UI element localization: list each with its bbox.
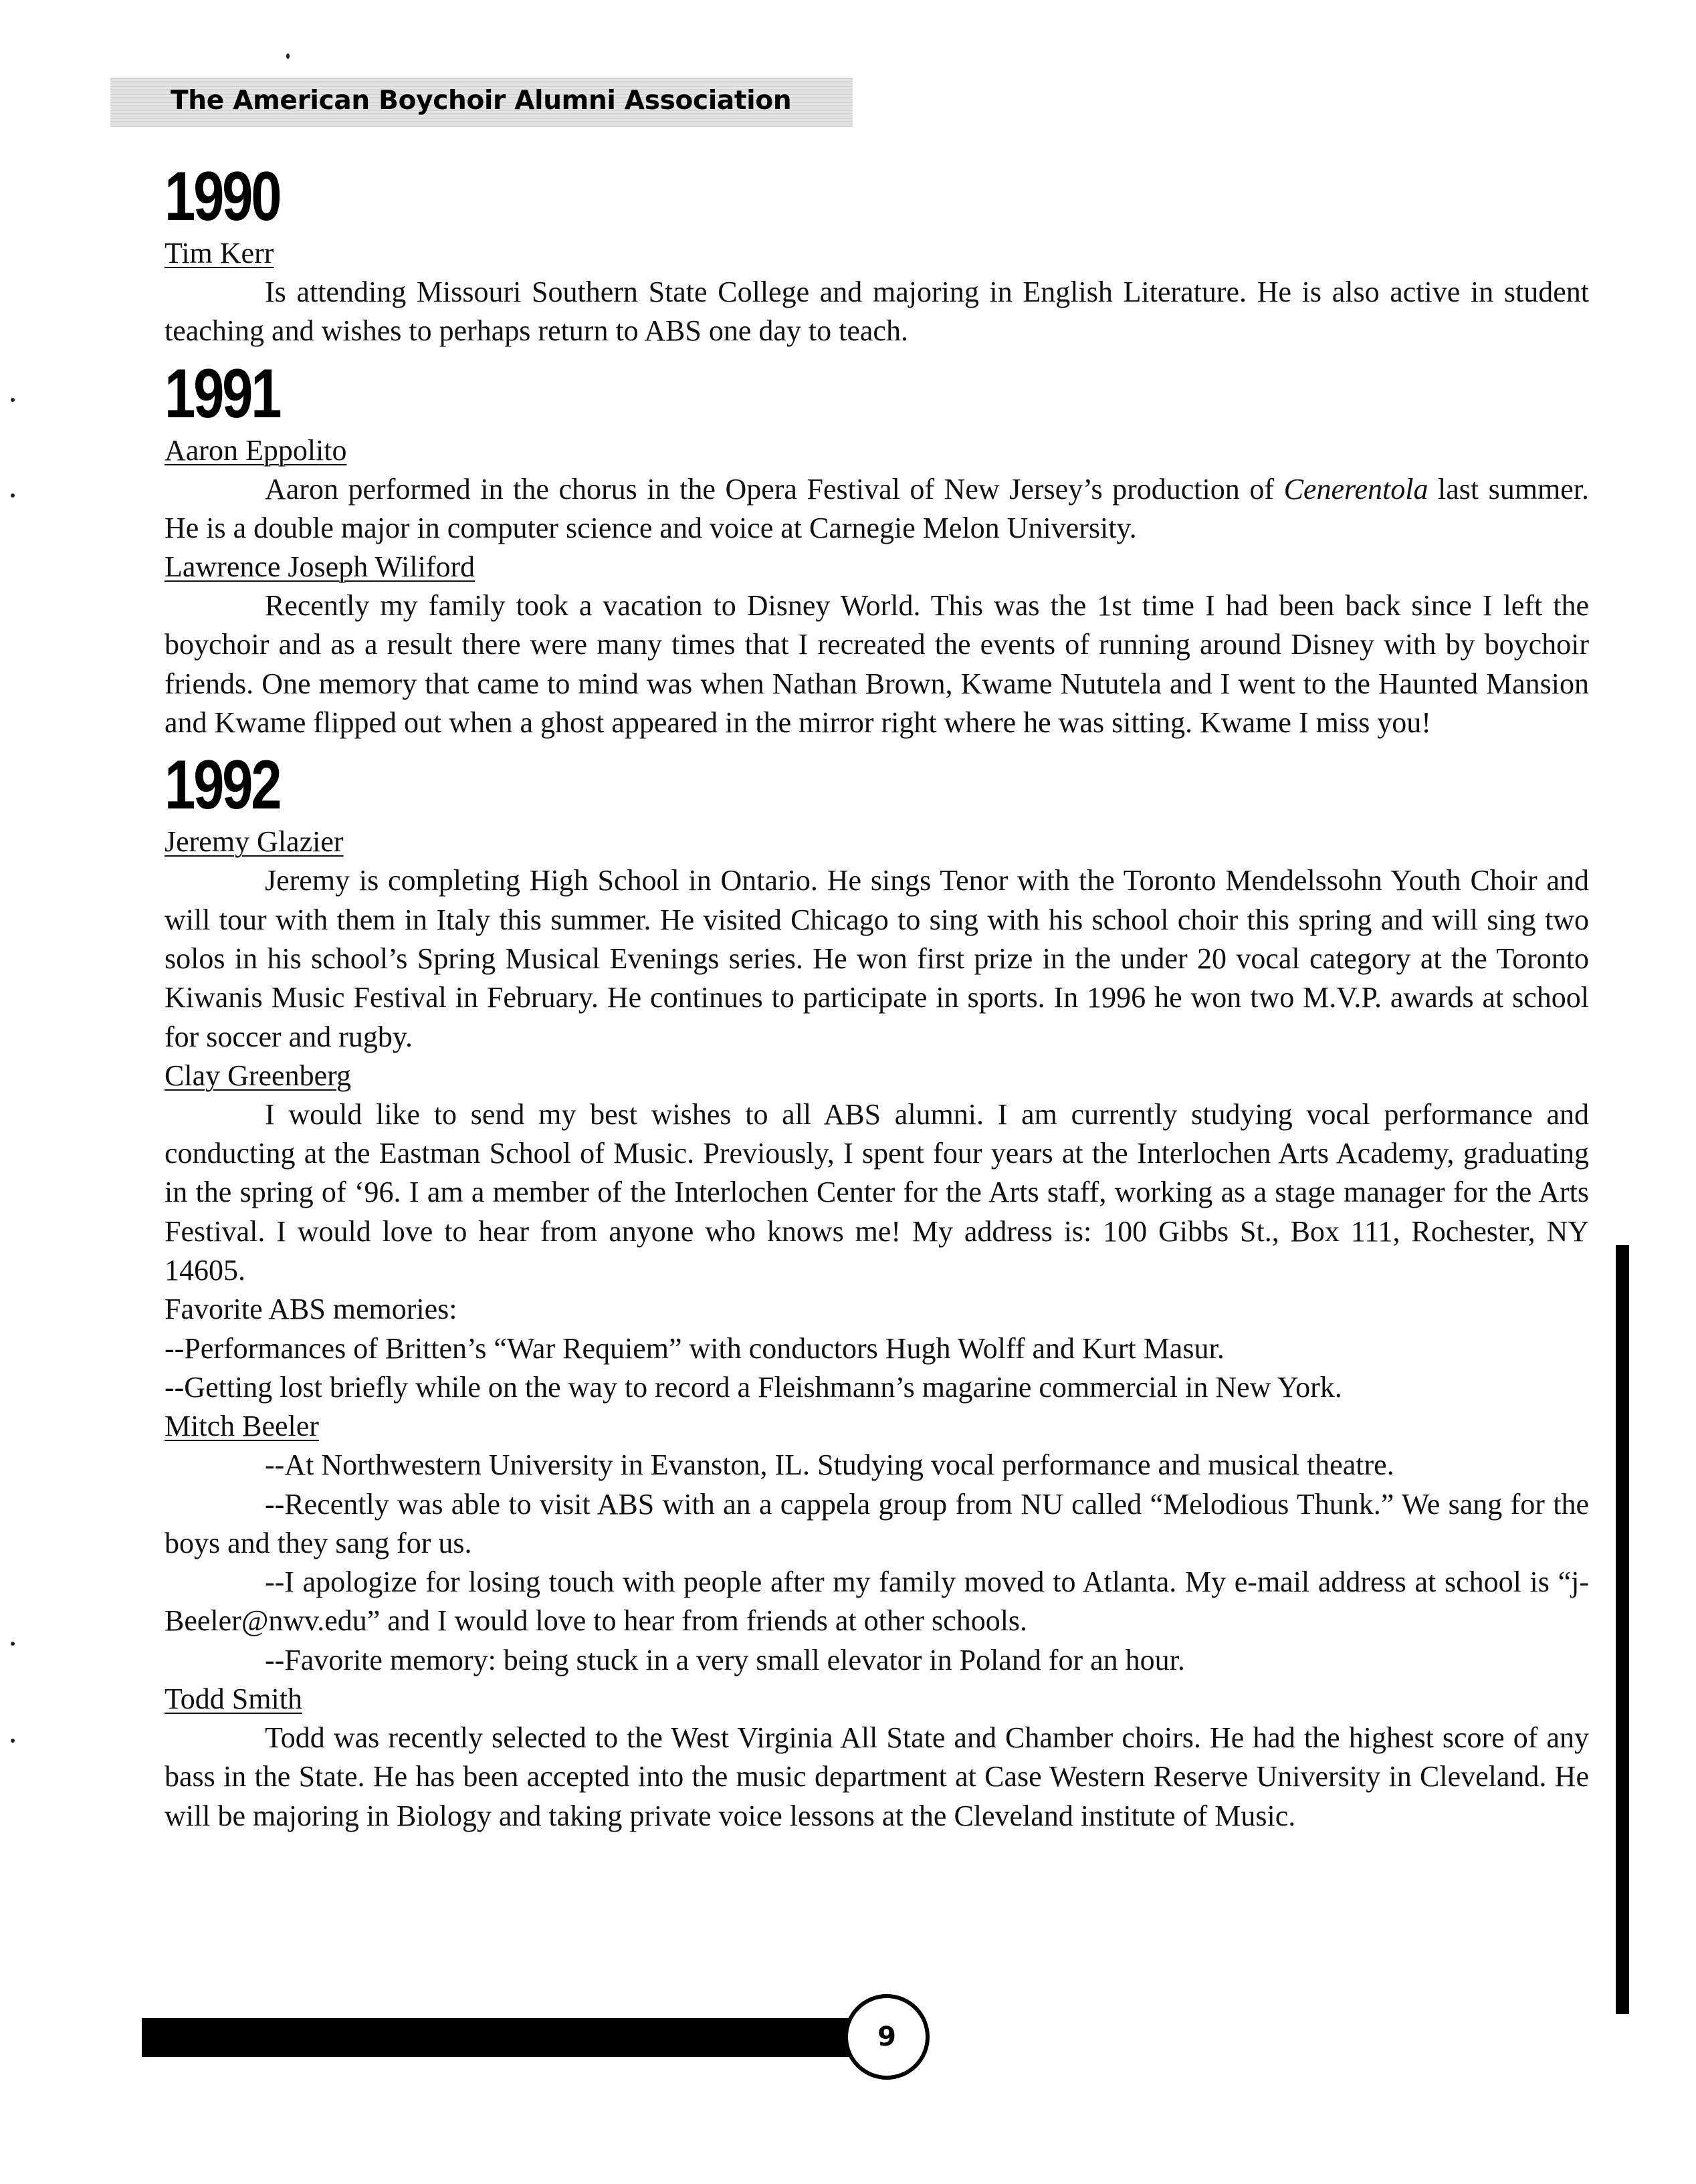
newsletter-content [165, 154, 1589, 1836]
entry-paragraph: --Recently was able to visit ABS with an a cappela group from NU called “Melodious Thunk.” We sang for the boys and they sang for us. [165, 1487, 1589, 1559]
year-section-1990 [165, 159, 1589, 351]
entry-line: --Getting lost briefly while on the way to record a Fleishmann’s magarine commercial in New York. [165, 1370, 1342, 1404]
entry-paragraph: Aaron performed in the chorus in the Opera Festival of New Jersey’s production of Cenerentola last summer. He is a double major in computer science and voice at Carnegie Melon University. [165, 472, 1590, 544]
header-title: The American Boychoir Alumni Association [171, 86, 792, 116]
year-heading: 1990 [165, 158, 280, 235]
entry-paragraph: Recently my family took a vacation to Disney World. This was the 1st time I had been back since I left the boychoir and as a result there were many times that I recreated the events of running around Disney with by boychoir friends. One memory that came to mind was when Nathan Brown, Kwame Nututela and I went to the Haunted Mansion and Kwame flipped out when a ghost appeared in the mirror right where he was sitting. Kwame I miss you! [165, 589, 1589, 740]
header-band [110, 78, 853, 127]
alumni-name: Aaron Eppolito [165, 433, 347, 467]
entry-paragraph: I would like to send my best wishes to all ABS alumni. I am currently studying vocal performance and conducting at the Eastman School of Music. Previously, I spent four years at the Interlochen Arts Academy, graduating in the spring of ‘96. I am a member of the Interlochen Center for the Arts staff, working as a stage manager for the Arts Festival. I would love to hear from anyone who knows me! My address is: 100 Gibbs St., Box 111, Rochester, NY 14605. [165, 1097, 1589, 1287]
scan-speck [286, 53, 290, 59]
entry-paragraph: --At Northwestern University in Evanston, IL. Studying vocal performance and musical theatre. [265, 1448, 1394, 1482]
alumni-name: Tim Kerr [165, 237, 274, 269]
scan-speck [11, 398, 15, 402]
alumni-entry [165, 548, 1589, 742]
entry-line: Favorite ABS memories: [165, 1293, 457, 1326]
year-heading: 1992 [165, 746, 280, 825]
alumni-entry [165, 1407, 1589, 1680]
page-number: 9 [877, 2022, 896, 2052]
year-section-1991 [165, 356, 1589, 743]
alumni-name: Todd Smith [165, 1682, 302, 1716]
alumni-entry [165, 1680, 1589, 1836]
alumni-name: Mitch Beeler [165, 1410, 319, 1443]
entry-paragraph: --I apologize for losing touch with people after my family moved to Atlanta. My e-mail address at school is “j-Beeler@nwv.edu” and I would love to hear from friends at other schools. [165, 1565, 1589, 1638]
entry-line: --Performances of Britten’s “War Requiem” with conductors Hugh Wolff and Kurt Masur. [165, 1331, 1225, 1365]
scan-speck [11, 1642, 15, 1646]
entry-paragraph: Todd was recently selected to the West Virginia All State and Chamber choirs. He had the highest score of any bass in the State. He has been accepted into the music department at Case Western Reserve University in Cleveland. He will be majoring in Biology and taking private voice lessons at the Cleveland institute of Music. [165, 1721, 1589, 1832]
side-rule [1616, 1245, 1629, 2014]
alumni-entry [165, 823, 1589, 1056]
alumni-name: Clay Greenberg [165, 1059, 351, 1092]
alumni-entry [165, 431, 1589, 548]
opera-title: Cenerentola [1283, 472, 1428, 506]
alumni-name: Lawrence Joseph Wiliford [165, 550, 475, 584]
scan-speck [11, 494, 15, 498]
alumni-name: Jeremy Glazier [165, 825, 344, 859]
scan-speck [11, 1739, 15, 1743]
entry-paragraph: Jeremy is completing High School in Ontario. He sings Tenor with the Toronto Mendelssohn Youth Choir and will tour with them in Italy this summer. He visited Chicago to sing with his school choir this spring and will sing two solos in his school’s Spring Musical Evenings series. He won first prize in the under 20 vocal category at the Toronto Kiwanis Music Festival in February. He continues to participate in sports. In 1996 he won two M.V.P. awards at school for soccer and rugby. [165, 864, 1589, 1053]
year-section-1992 [165, 748, 1589, 1836]
alumni-entry [165, 234, 1589, 351]
entry-paragraph: Is attending Missouri Southern State College and majoring in English Literature. He is also active in student teaching and wishes to perhaps return to ABS one day to teach. [165, 276, 1589, 348]
year-heading: 1991 [165, 354, 280, 433]
page-number-circle [844, 1994, 930, 2080]
entry-paragraph: --Favorite memory: being stuck in a very small elevator in Poland for an hour. [265, 1643, 1185, 1676]
footer-rule [142, 2018, 857, 2057]
alumni-entry [165, 1057, 1589, 1407]
